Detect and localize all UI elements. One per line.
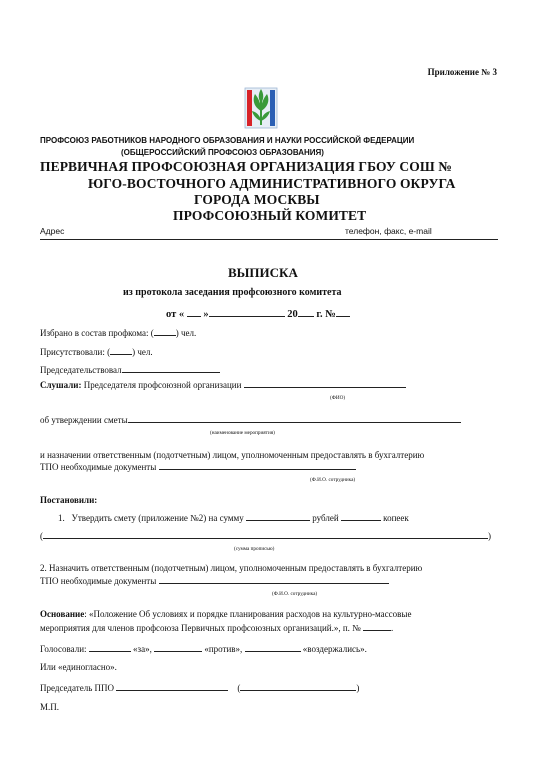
item-1-text: Утвердить смету (приложение №2) на сумму [71, 513, 244, 523]
appoint-employee-field[interactable] [159, 461, 356, 470]
chair-signature-field[interactable] [116, 682, 228, 691]
approve-label: об утверждении сметы [40, 415, 128, 425]
hint-fio-employee-1: (Ф.И.О. сотрудника) [310, 477, 356, 483]
votes-against-field[interactable] [154, 643, 202, 652]
item-2-docs-label: ТПО необходимые документы [40, 576, 157, 586]
union-logo [244, 85, 278, 129]
appoint-line-2 [40, 461, 356, 472]
org-line-2: (ОБЩЕРОССИЙСКИЙ ПРОФСОЮЗ ОБРАЗОВАНИЯ) [121, 148, 324, 157]
chair-line [40, 682, 359, 693]
hint-fio: (ФИО) [330, 395, 346, 401]
basis-clause-field[interactable] [363, 622, 394, 633]
chair-name-open-paren: ( [237, 683, 241, 693]
stamp-place: М.П. [40, 702, 60, 712]
org-title-line-3: ГОРОДА МОСКВЫ [194, 192, 320, 207]
basis-end: . [391, 623, 394, 633]
date-open-quote: от « [166, 309, 185, 320]
contacts-label: телефон, факс, e-mail [345, 226, 432, 236]
present-count-field[interactable] [110, 346, 132, 355]
hint-fio-employee-2: (Ф.И.О. сотрудника) [272, 591, 318, 597]
present-line [40, 346, 153, 357]
hint-event: (наименование мероприятия) [210, 430, 275, 436]
appoint-line-1: и назначении ответственным (подотчетным) лицом, уполномоченным предоставлять в бухгалтерию [40, 450, 425, 460]
heard-label: Слушали: [40, 380, 82, 390]
hint-sum-words: (сумма прописью) [234, 546, 275, 552]
item-2-employee-field[interactable] [159, 575, 389, 584]
item-1-number: 1. [58, 513, 65, 523]
rubles-label: рублей [312, 513, 339, 523]
votes-for-label: «за», [133, 644, 152, 654]
item-2-line-2 [40, 575, 389, 586]
annex-label: Приложение № 3 [427, 67, 497, 77]
date-day-field[interactable] [187, 308, 201, 317]
doc-subtitle: из протокола заседания профсоюзного комитета [123, 287, 342, 298]
org-title-line-4: ПРОФСОЮЗНЫЙ КОМИТЕТ [173, 208, 367, 223]
sum-kopecks-field[interactable] [341, 512, 381, 521]
votes-abstain-field[interactable] [245, 643, 301, 652]
date-line [166, 308, 350, 320]
votes-for-field[interactable] [89, 643, 131, 652]
org-title-line-2: ЮГО-ВОСТОЧНОГО АДМИНИСТРАТИВНОГО ОКРУГА [88, 176, 456, 191]
item-1-line [58, 512, 409, 523]
date-month-field[interactable] [209, 308, 285, 317]
elected-line [40, 327, 196, 338]
date-year-field[interactable] [298, 308, 314, 317]
elected-suffix: ) чел. [175, 328, 197, 338]
heard-line [40, 379, 406, 390]
sum-words-open-paren: ( [40, 531, 43, 541]
appoint-docs-label: ТПО необходимые документы [40, 462, 157, 472]
address-label: Адрес [40, 226, 65, 236]
unanimous-line: Или «единогласно». [40, 662, 117, 672]
basis-label: Основание [40, 609, 85, 619]
protocol-number-label: г. № [316, 309, 336, 320]
chaired-line [40, 364, 220, 375]
heard-name-field[interactable] [244, 379, 406, 388]
basis-line-1 [40, 609, 411, 619]
doc-title: ВЫПИСКА [228, 265, 298, 280]
date-year-prefix: 20 [287, 309, 298, 320]
org-title-line-1: ПЕРВИЧНАЯ ПРОФСОЮЗНАЯ ОРГАНИЗАЦИЯ ГБОУ СОШ № [40, 159, 452, 174]
basis-line-2 [40, 622, 393, 633]
present-suffix: ) чел. [132, 347, 153, 357]
protocol-number-field[interactable] [336, 308, 350, 317]
votes-against-label: «против», [204, 644, 243, 654]
sum-words-close-paren: ) [488, 531, 491, 541]
sum-rubles-field[interactable] [246, 512, 310, 521]
event-name-field[interactable] [128, 414, 461, 423]
voted-label: Голосовали: [40, 644, 87, 654]
date-close-quote: » [203, 309, 209, 320]
voted-line [40, 643, 367, 654]
basis-text-1: : «Положение Об условиях и порядке планирования расходов на культурно-массовые [84, 609, 412, 619]
resolved-label: Постановили: [40, 495, 98, 505]
item-2-line-1: 2. Назначить ответственным (подотчетным) лицом, уполномоченным предоставлять в бухгалтерию [40, 563, 423, 573]
elected-label: Избрано в состав профкома: ( [40, 328, 154, 338]
kopecks-label: копеек [383, 513, 409, 523]
chaired-label: Председательствовал [40, 365, 122, 375]
present-label: Присутствовали: ( [40, 347, 111, 357]
basis-text-2: мероприятия для членов профсоюза Первичных профсоюзных организаций.», п. № [40, 623, 361, 633]
votes-abstain-label: «воздержались». [302, 644, 367, 654]
heard-text: Председателя профсоюзной организации [83, 380, 242, 390]
chair-name-field[interactable] [240, 682, 356, 691]
sum-words-line [40, 530, 491, 541]
chair-label: Председатель ППО [40, 683, 115, 693]
sum-words-field[interactable] [43, 530, 488, 539]
elected-count-field[interactable] [154, 327, 176, 336]
chair-name-close-paren: ) [356, 683, 360, 693]
chaired-name-field[interactable] [122, 364, 220, 373]
header-divider [40, 239, 498, 240]
org-line-1: ПРОФСОЮЗ РАБОТНИКОВ НАРОДНОГО ОБРАЗОВАНИЯ И НАУКИ РОССИЙСКОЙ ФЕДЕРАЦИИ [40, 136, 415, 145]
approve-line [40, 414, 461, 425]
